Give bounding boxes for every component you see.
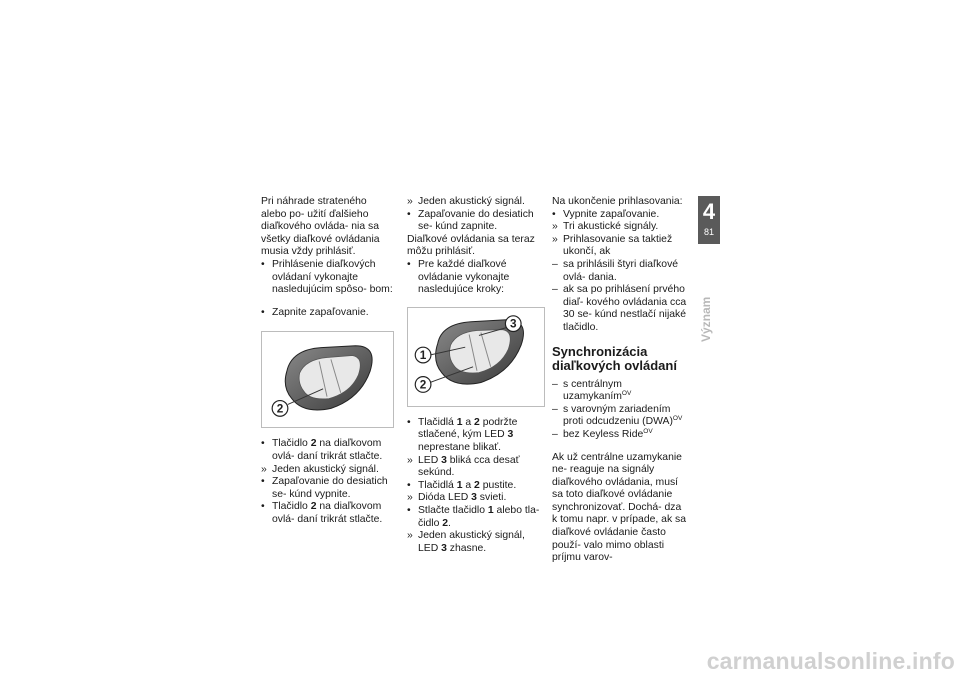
chapter-number: 4 — [702, 199, 716, 224]
list-item: – sa prihlásili štyri diaľkové ovlá- dania. — [552, 258, 679, 283]
key-fob-illustration — [262, 332, 393, 427]
section-heading: Synchronizácia diaľkových ovládaní — [552, 343, 677, 373]
list-item: – s centrálnym uzamykaním$^{OV}$ — [552, 378, 632, 403]
paragraph: Diaľkové ovládania sa teraz môžu prihlásiť. — [407, 233, 535, 258]
list-item: » Jeden akustický signál. — [407, 196, 525, 207]
callout-label-2: 2 — [276, 402, 284, 416]
list-item: • Zapaľovanie do desiatich se- kúnd vypnite. — [261, 476, 388, 500]
list-item: • Zapnite zapaľovanie. — [261, 306, 369, 318]
list-item: • Stlačte tlačidlo 1 alebo tla- čidlo 2. — [407, 504, 540, 529]
callout-label-1: 1 — [419, 348, 427, 362]
chapter-marker — [698, 196, 720, 244]
callout-label-3: 3 — [509, 317, 517, 331]
list-item: • Tlačidlo 2 na diaľkovom ovlá- daní trikrát stlačte. — [261, 501, 383, 525]
column-1 — [261, 196, 394, 527]
key-fob-illustration — [408, 308, 544, 406]
list-item: » LED 3 bliká cca desať sekúnd. — [407, 454, 520, 479]
list-item: » Jeden akustický signál. — [261, 463, 379, 475]
list-item: • Zapaľovanie do desiatich se- kúnd zapnite. — [407, 208, 534, 233]
list-item: – s varovným zariadením proti odcudzeniu (DWA)$^{OV}$ — [552, 403, 683, 428]
list-item: » Jeden akustický signál, LED 3 zhasne. — [407, 530, 525, 554]
key-fob-figure-1 — [261, 331, 394, 428]
intro-paragraph: Na ukončenie prihlasovania: — [552, 196, 683, 207]
list-item: – bez Keyless Ride$^{OV}$ — [552, 427, 653, 440]
column-2 — [407, 196, 545, 555]
list-item: • Tlačidlá 1 a 2 pustite. — [407, 479, 517, 491]
paragraph: Ak už centrálne uzamykanie ne- reaguje na signály diaľkového ovládania, musí sa toto diaľkové ovládanie synchronizovať. Dochá- dza k tomu napr. v prípade, ak sa diaľkové ovládanie často použí- valo mimo oblasti príjmu varov- — [552, 451, 686, 564]
list-item: » Tri akustické signály. — [552, 221, 659, 233]
list-item: – ak sa po prihlásení prvého diaľ- kového ovládania cca 30 se- kúnd nestlačí nijaké tlačidlo. — [552, 284, 687, 333]
list-item: • Vypnite zapaľovanie. — [552, 208, 660, 220]
intro-paragraph: Pri náhrade strateného alebo po- užití ďalšieho diaľkového ovláda- nia sa všetky diaľkové ovládania musia vždy prihlásiť. — [261, 196, 380, 258]
callout-label-2: 2 — [419, 378, 427, 392]
list-item: » Dióda LED 3 svieti. — [407, 492, 507, 504]
key-fob-figure-2 — [407, 307, 545, 407]
list-item: • Pre každé diaľkové ovládanie vykonajte nasledujúce kroky: — [407, 258, 510, 296]
column-3 — [552, 196, 687, 565]
chapter-label: Význam — [699, 296, 713, 342]
list-item: » Prihlasovanie sa taktiež ukončí, ak — [552, 233, 673, 258]
list-item: • Prihlásenie diaľkových ovládaní vykonajte nasledujúcim spôso- bom: — [261, 258, 393, 296]
watermark: carmanualsonline.info — [706, 648, 955, 674]
list-item: • Tlačidlo 2 na diaľkovom ovlá- daní trikrát stlačte. — [261, 438, 383, 462]
list-item: • Tlačidlá 1 a 2 podržte stlačené, kým LED 3 neprestane blikať. — [407, 416, 518, 453]
page-number: 81 — [703, 227, 714, 237]
